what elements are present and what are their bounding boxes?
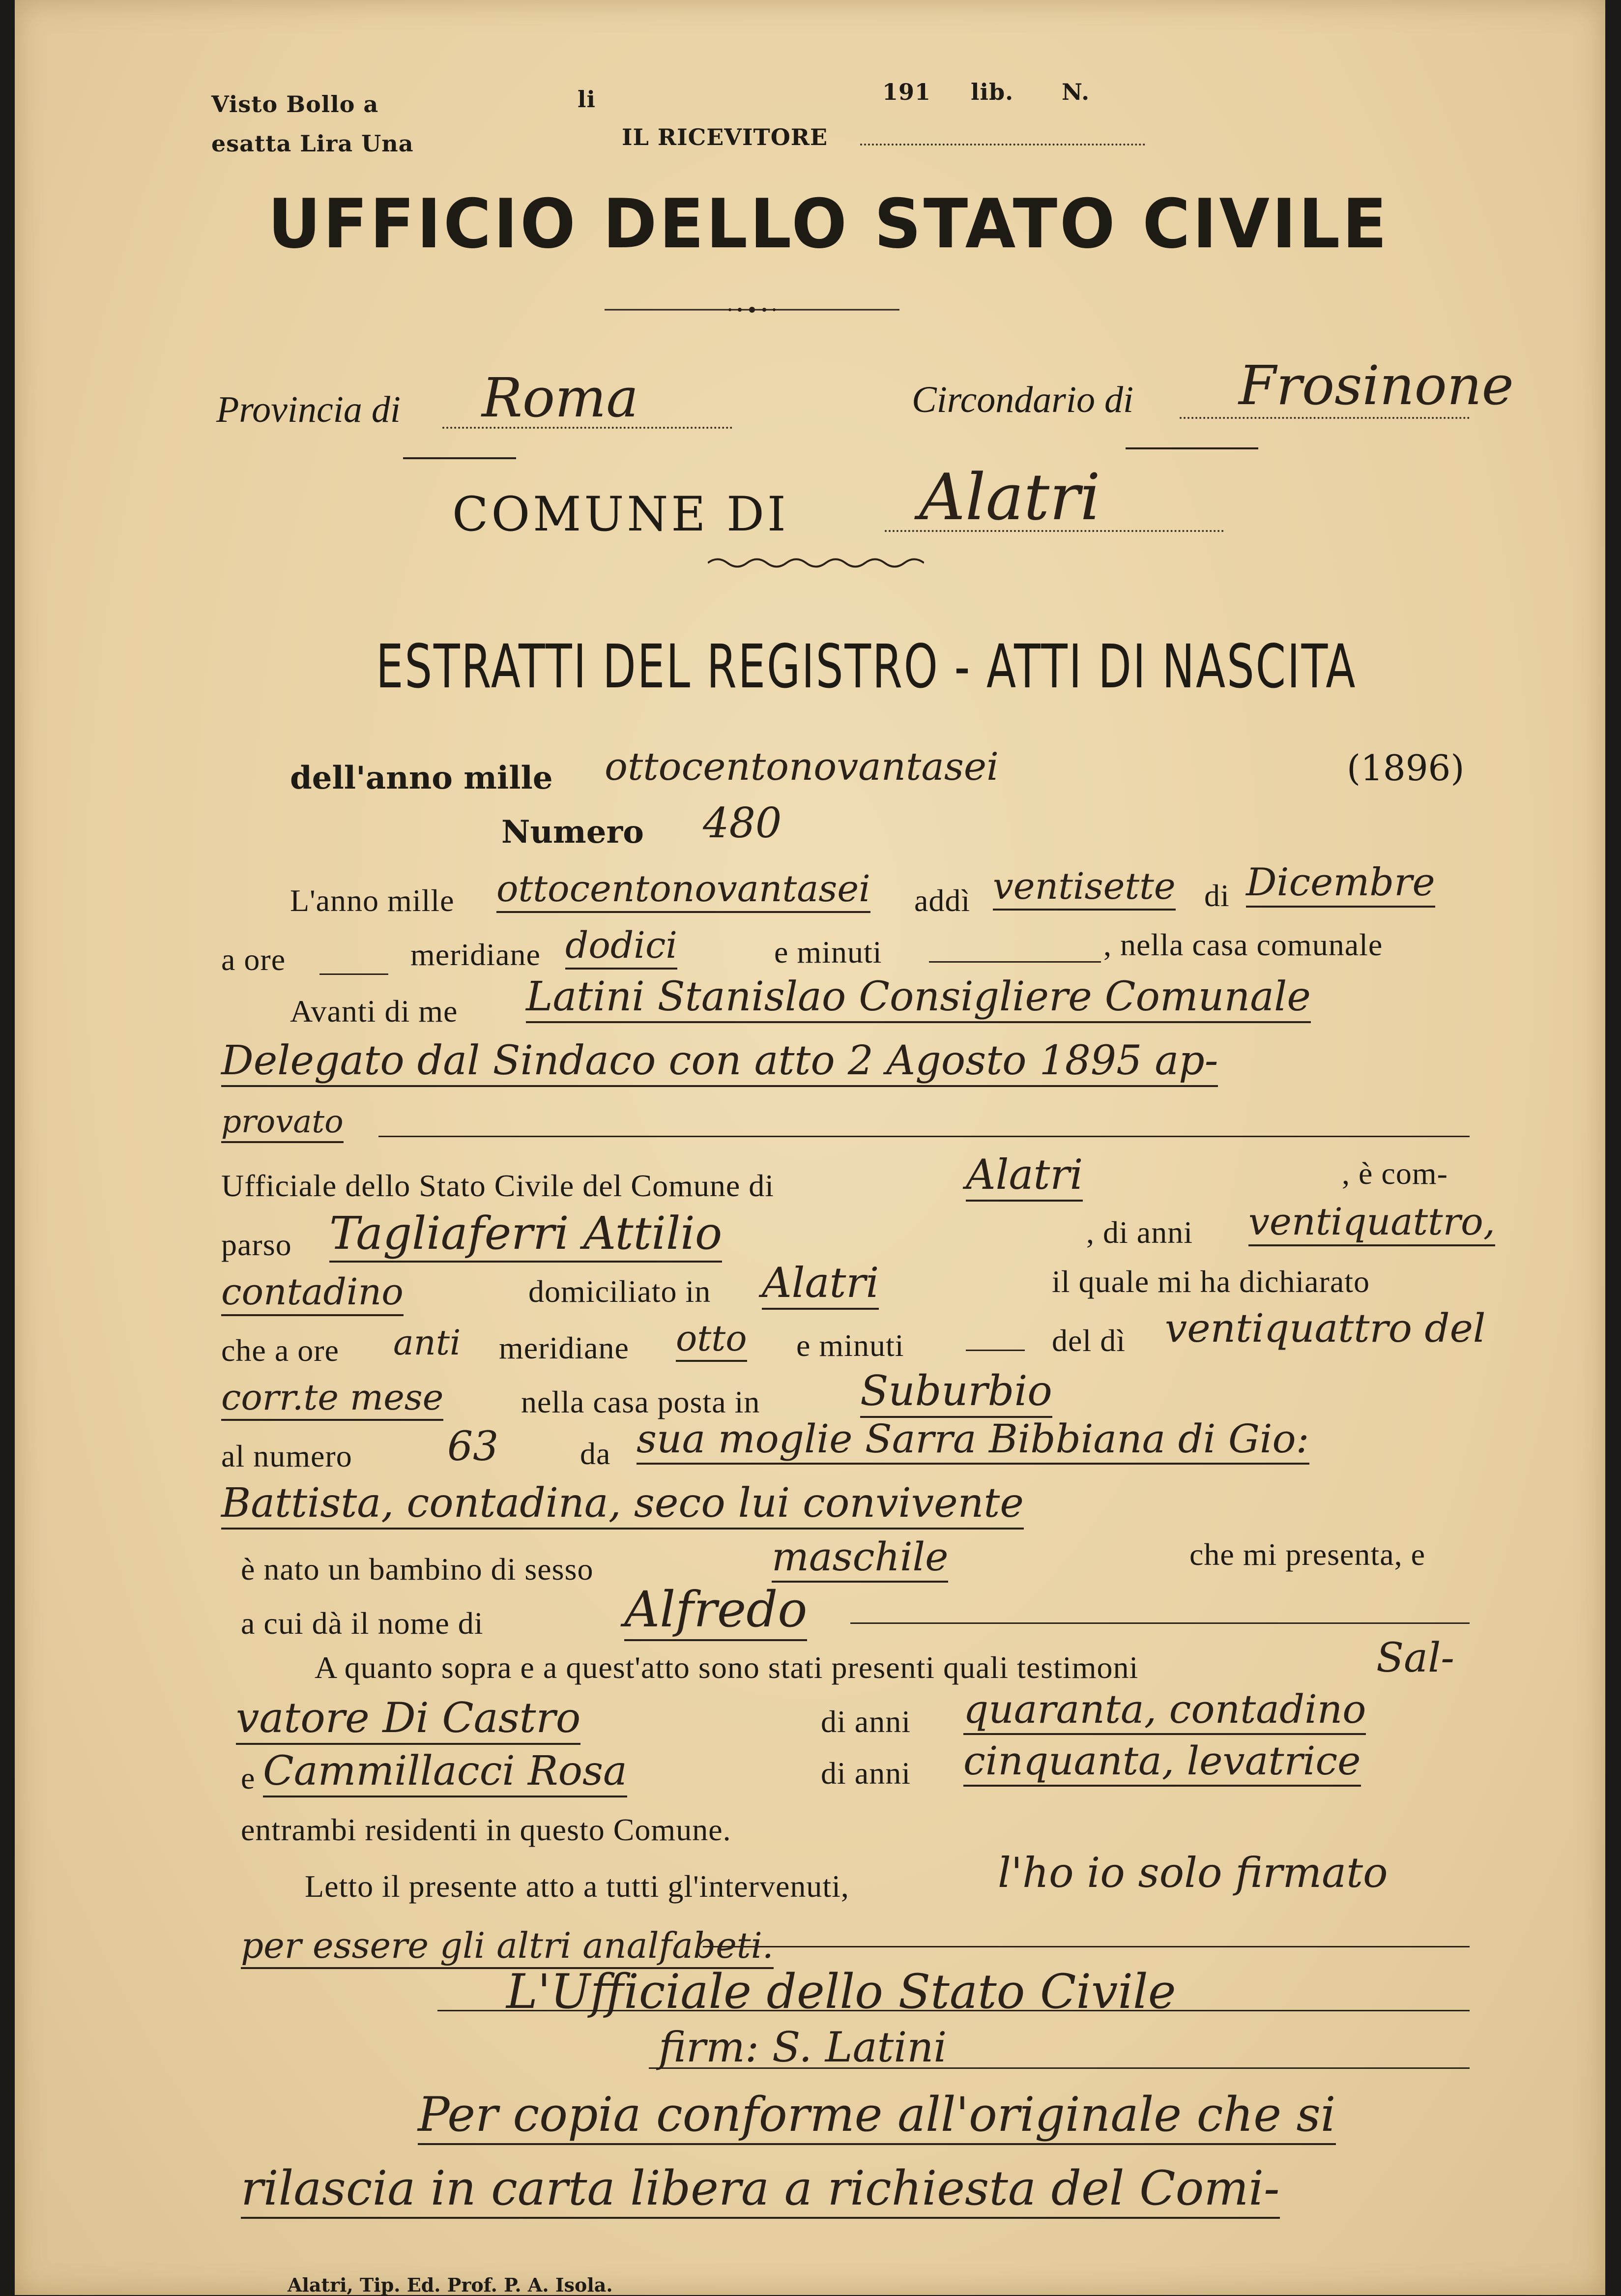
l2-e-minuti: e minuti (774, 935, 882, 970)
l2-casa-comunale: , nella casa comunale (1103, 927, 1383, 962)
comune-label: COMUNE DI (452, 487, 789, 542)
circondario-line (1180, 417, 1470, 419)
provincia-rule (403, 457, 516, 459)
l2-hour-value: dodici (565, 924, 677, 970)
l15-witness-start: Sal- (1376, 1635, 1454, 1681)
l7-age: ventiquattro, (1248, 1200, 1495, 1246)
l3-avanti: Avanti di me (290, 994, 458, 1029)
anno-number: (1896) (1347, 747, 1465, 789)
comune-value: Alatri (919, 460, 1100, 534)
ricevitore-line (860, 144, 1145, 146)
title-ornament (605, 305, 899, 315)
l22-signature: firm: S. Latini (659, 2023, 947, 2071)
l17-witness2-detail: cinquanta, levatrice (963, 1738, 1361, 1787)
l10-place: Suburbio (860, 1367, 1052, 1418)
l1-day: ventisette (993, 865, 1176, 911)
circondario-rule (1126, 447, 1258, 449)
l13-presenta: che mi presenta, e (1189, 1537, 1425, 1572)
l9-hour: otto (676, 1318, 747, 1362)
l11-da: da (580, 1436, 611, 1471)
l7-di-anni: , di anni (1086, 1215, 1193, 1250)
l6-ufficiale: Ufficiale dello Stato Civile del Comune di (221, 1168, 775, 1203)
l17-di-anni: di anni (821, 1756, 911, 1791)
l16-witness1: vatore Di Castro (236, 1694, 580, 1745)
circondario-value: Frosinone (1239, 354, 1514, 417)
visto-bollo-line2: esatta Lira Una (211, 130, 414, 157)
l14-nome: a cui dà il nome di (241, 1606, 484, 1641)
l13-sex: maschile (772, 1534, 948, 1583)
l9-blank-minuti (966, 1350, 1025, 1351)
office-title: UFFICIO DELLO STATO CIVILE (268, 184, 1389, 264)
l8-dichiarato: il quale mi ha dichiarato (1052, 1264, 1370, 1299)
l13-nato: è nato un bambino di sesso (241, 1552, 594, 1587)
circondario-label: Circondario di (912, 379, 1134, 420)
register-subtitle: ESTRATTI DEL REGISTRO - ATTI DI NASCITA (376, 632, 1357, 702)
l7-declarant: Tagliaferri Attilio (329, 1207, 722, 1263)
l9-birth-day: ventiquattro del (1165, 1305, 1486, 1351)
l11-al-numero: al numero (221, 1439, 352, 1473)
l23-conforme: Per copia conforme all'originale che si (418, 2087, 1336, 2145)
l2-meridiane: meridiane (410, 937, 541, 972)
l14-child-name: Alfredo (624, 1581, 807, 1641)
l17-witness2: Cammillacci Rosa (263, 1748, 627, 1797)
document-page (15, 0, 1605, 2295)
l19-signature-note: l'ho io solo firmato (998, 1849, 1388, 1897)
l21-officer-title: L'Ufficiale dello Stato Civile (506, 1964, 1176, 2019)
printer-imprint: Alatri, Tip. Ed. Prof. P. A. Isola. (288, 2274, 613, 2296)
lib-label: lib. (971, 79, 1014, 105)
l22-line (649, 2067, 1470, 2069)
l9-del-di-label: del dì (1052, 1323, 1126, 1358)
n-label: N. (1062, 79, 1090, 105)
l9-e-minuti: e minuti (796, 1328, 904, 1363)
l8-domiciliato: domiciliato in (528, 1274, 711, 1309)
numero-label: Numero (501, 814, 644, 851)
l11-house-number: 63 (447, 1423, 499, 1470)
provincia-line (442, 427, 732, 429)
visto-bollo-line1: Visto Bollo a (211, 91, 379, 118)
l4-delegation: Delegato dal Sindaco con atto 2 Agosto 1895 ap- (221, 1037, 1218, 1087)
l6-comparso: , è com- (1342, 1156, 1448, 1191)
l2-a-ore: a ore (221, 942, 286, 977)
l5-provato: provato (221, 1104, 344, 1143)
l2-blank-ore (319, 973, 388, 975)
l18-residenti: entrambi residenti in questo Comune. (241, 1812, 731, 1847)
ricevitore-label: IL RICEVITORE (622, 124, 828, 150)
l19-letto: Letto il presente atto a tutti gl'intervenuti, (305, 1869, 849, 1904)
l20-line (703, 1946, 1470, 1947)
l17-e: e (241, 1761, 256, 1796)
l10-casa-posta: nella casa posta in (521, 1384, 760, 1419)
l7-parso: parso (221, 1227, 292, 1262)
l21-line (437, 2010, 1470, 2011)
l5-line (378, 1136, 1470, 1137)
l10-current-month: corr.te mese (221, 1377, 443, 1421)
l14-line (850, 1622, 1470, 1624)
anno-label: dell'anno mille (290, 760, 553, 796)
l16-di-anni: di anni (821, 1704, 911, 1739)
l9-anti: anti (393, 1323, 461, 1363)
l15-testimoni: A quanto sopra e a quest'atto sono stati presenti quali testimoni (315, 1650, 1139, 1685)
l6-comune: Alatri (966, 1150, 1083, 1202)
l3-officer: Latini Stanislao Consigliere Comunale (526, 973, 1311, 1023)
l1-di: di (1204, 878, 1230, 913)
provincia-label: Provincia di (216, 389, 401, 430)
year-191: 191 (882, 79, 931, 105)
l1-label: L'anno mille (290, 883, 455, 918)
l2-blank-minuti (929, 961, 1101, 963)
comune-line (885, 530, 1224, 532)
l1-month: Dicembre (1246, 860, 1435, 908)
l1-addi: addì (914, 883, 971, 918)
l9-che-a-ore: che a ore (221, 1333, 339, 1368)
l20-analfabeti: per essere gli altri analfabeti. (241, 1925, 774, 1969)
l16-witness1-detail: quaranta, contadino (963, 1686, 1366, 1735)
anno-value: ottocentonovantasei (605, 745, 999, 789)
l24-rilascia: rilascia in carta libera a richiesta del Comi- (241, 2161, 1280, 2219)
li-label: li (578, 86, 596, 113)
l1-year-words: ottocentonovantasei (496, 868, 870, 913)
l8-profession: contadino (221, 1271, 404, 1316)
l8-domicile: Alatri (762, 1259, 879, 1310)
comune-ornament (708, 556, 924, 570)
l11-mother: sua moglie Sarra Bibbiana di Gio: (637, 1416, 1309, 1465)
provincia-value: Roma (482, 366, 638, 429)
numero-value: 480 (703, 799, 782, 847)
l9-meridiane: meridiane (499, 1330, 629, 1365)
l12-mother-cont: Battista, contadina, seco lui convivente (221, 1480, 1024, 1530)
